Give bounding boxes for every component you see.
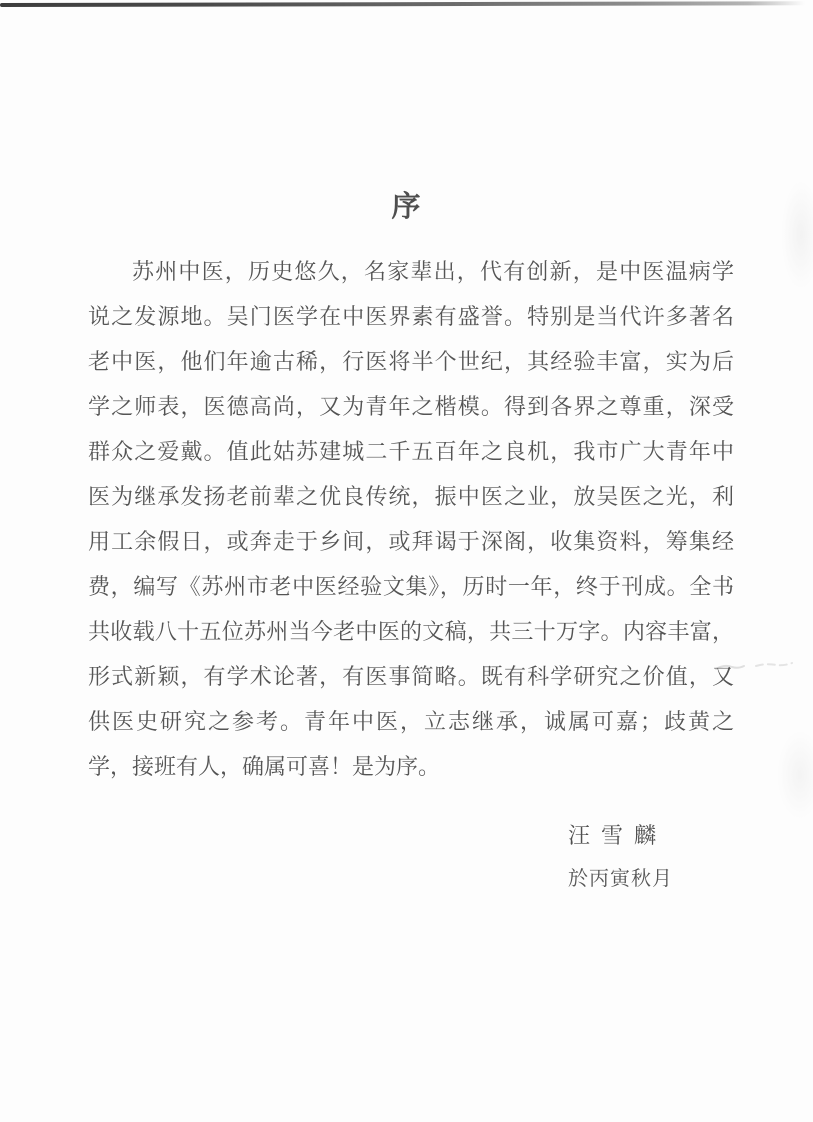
page-title: 序 xyxy=(391,189,422,223)
text-line: 学之师表，医德高尚，又为青年之楷模。得到各界之尊重，深受 xyxy=(88,395,734,420)
text-line: 用工余假日，或奔走于乡间，或拜谒于深阁，收集资料，筹集经 xyxy=(88,530,734,555)
text-line: 苏州中医，历史悠久，名家辈出，代有创新，是中医温病学 xyxy=(132,260,734,285)
text-line: 共收载八十五位苏州当今老中医的文稿，共三十万字。内容丰富， xyxy=(88,620,734,645)
signature-date: 於丙寅秋月 xyxy=(568,866,673,890)
text-line: 供医史研究之参考。青年中医，立志继承，诚属可嘉；歧黄之 xyxy=(88,710,734,735)
text-line: 群众之爱戴。值此姑苏建城二千五百年之良机，我市广大青年中 xyxy=(88,440,734,465)
text-line: 说之发源地。吴门医学在中医界素有盛誉。特别是当代许多著名 xyxy=(88,305,734,330)
text-line: 学，接班有人，确属可喜！是为序。 xyxy=(88,755,441,780)
text-line: 形式新颖，有学术论著，有医事简略。既有科学研究之价值，又 xyxy=(88,665,734,690)
text-line: 老中医，他们年逾古稀，行医将半个世纪，其经验丰富，实为后 xyxy=(88,350,734,375)
text-line: 费，编写《苏州市老中医经验文集》，历时一年，终于刊成。全书 xyxy=(88,575,734,600)
preface-text-block xyxy=(88,250,734,790)
scan-edge-artifact xyxy=(0,1,813,7)
text-line: 医为继承发扬老前辈之优良传统，振中医之业，放吴医之光，利 xyxy=(88,485,734,510)
author-signature: 汪 雪 麟 xyxy=(568,824,658,849)
paper-smudge xyxy=(777,730,813,820)
